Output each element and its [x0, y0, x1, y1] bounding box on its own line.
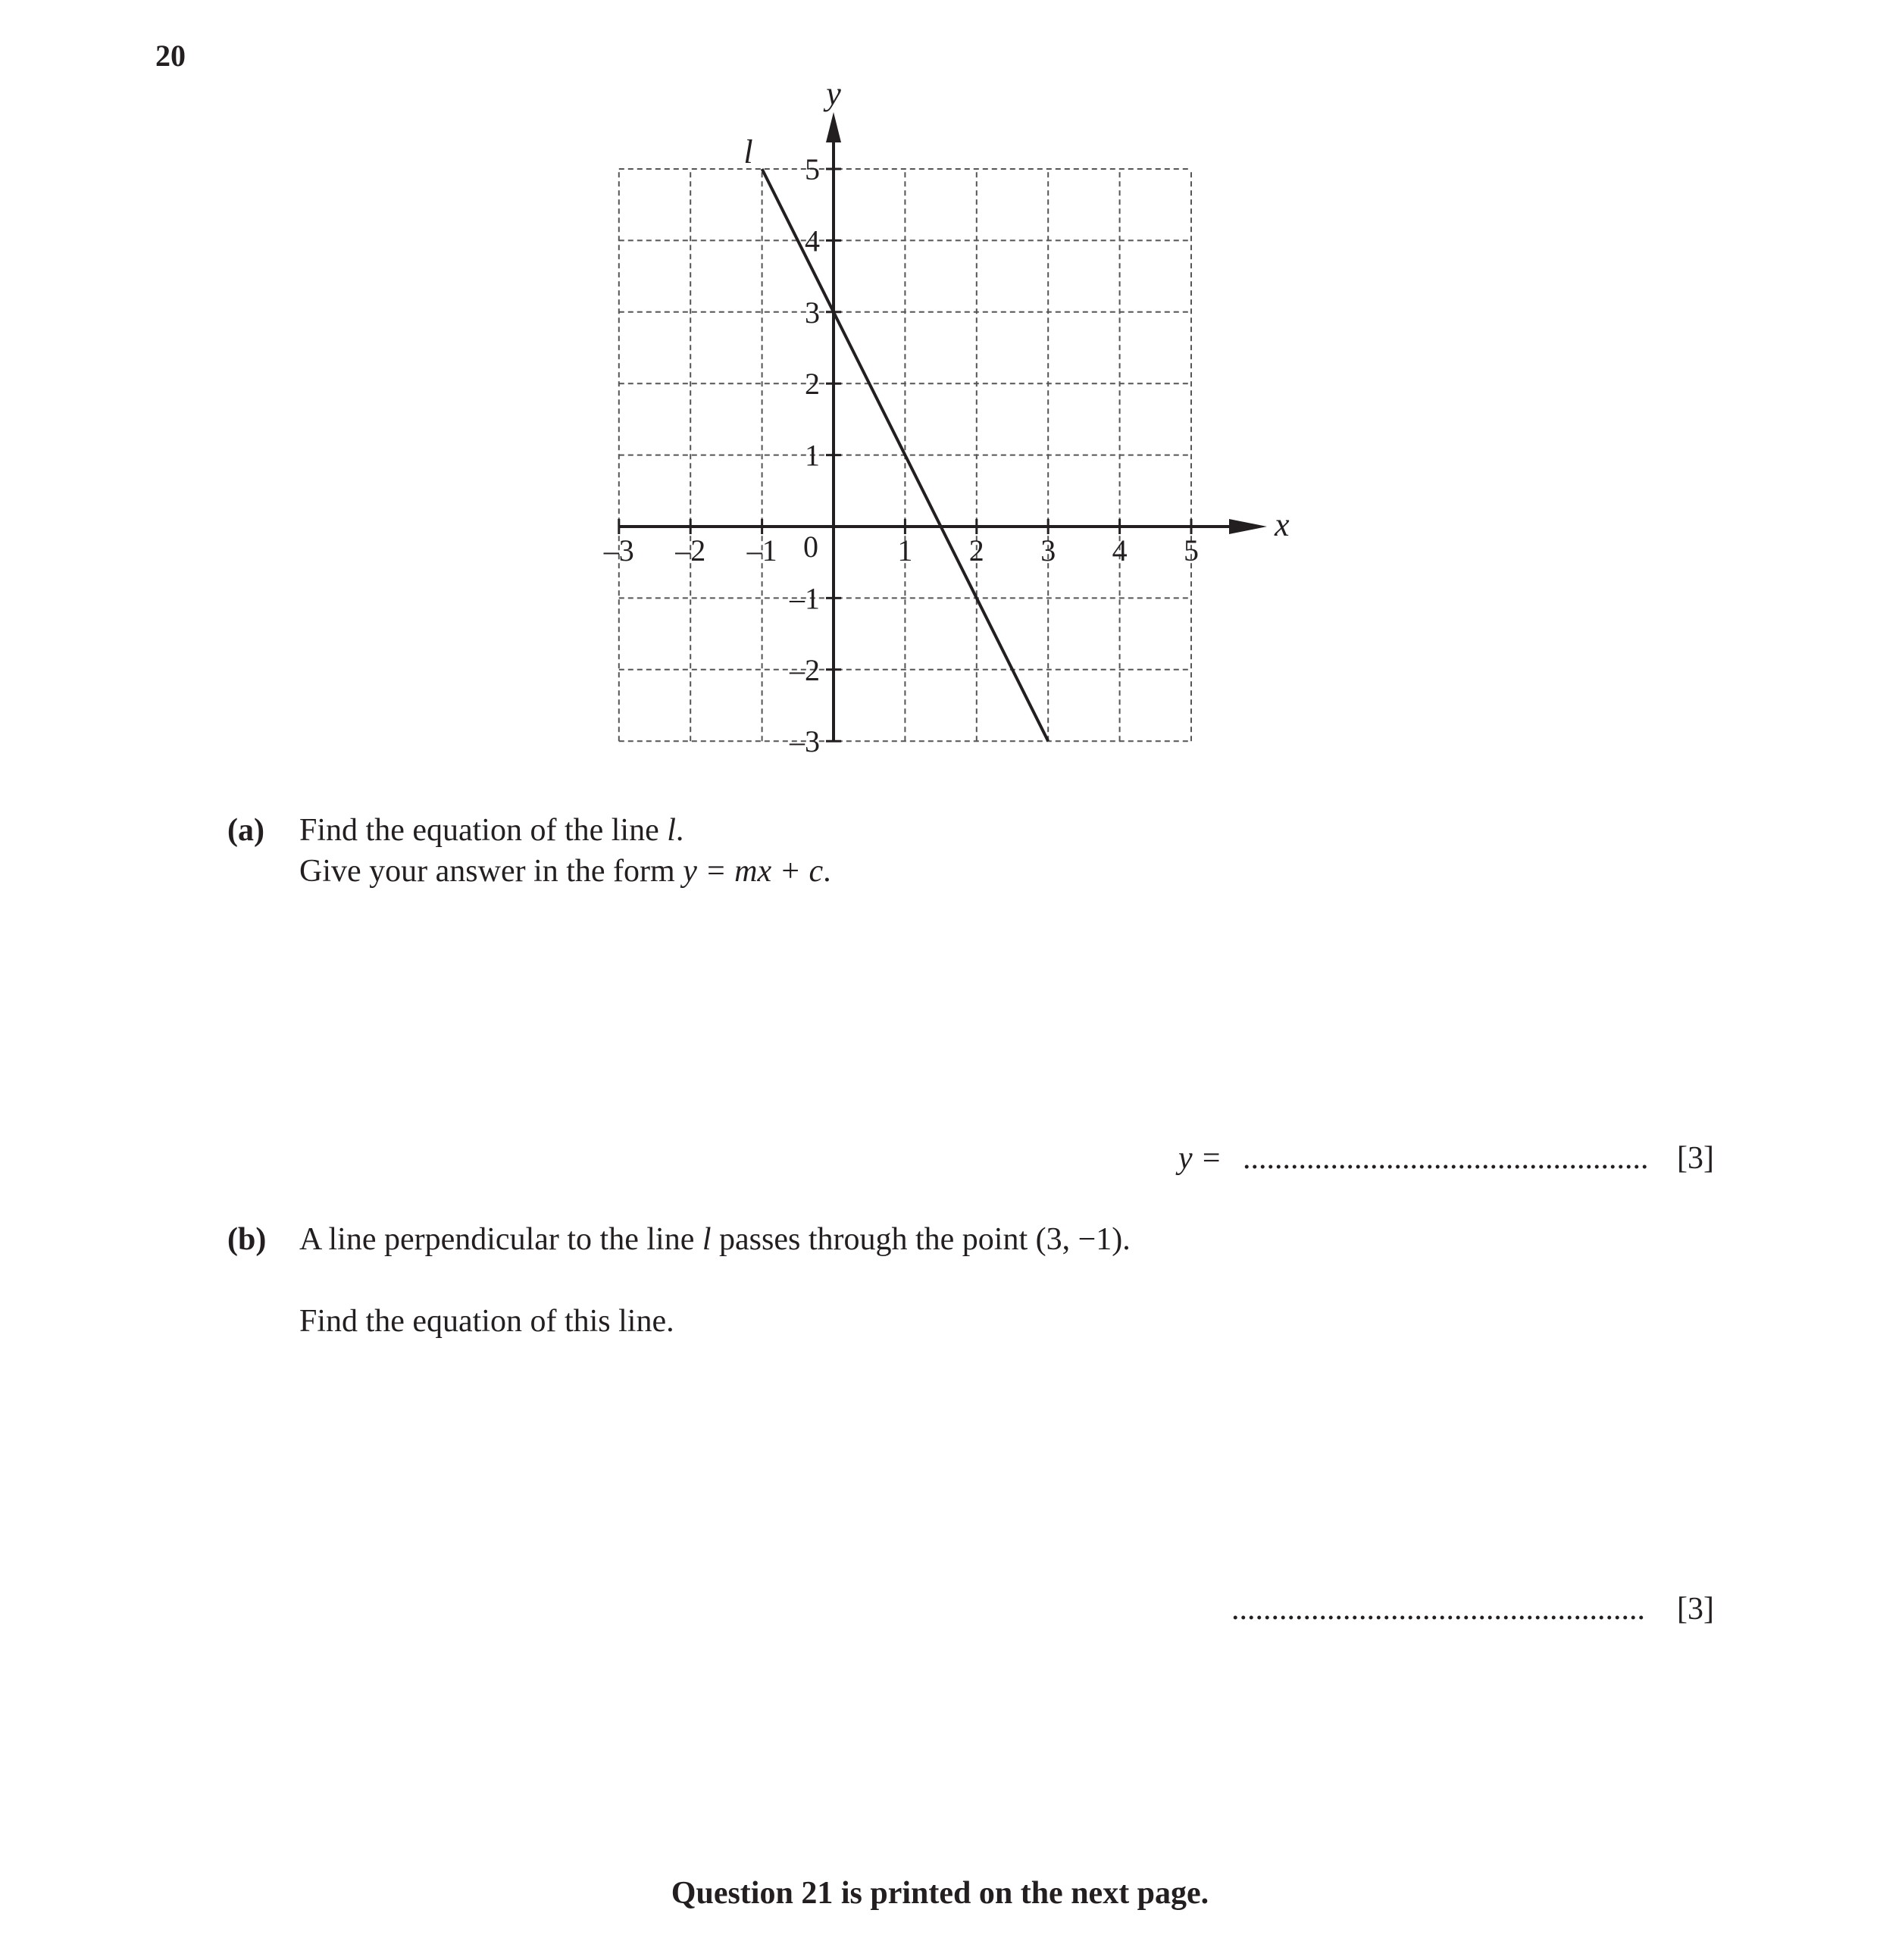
part-a-var-l: l	[667, 813, 676, 848]
x-tick-label: –2	[675, 533, 706, 567]
part-a-formula: y = mx + c	[683, 854, 824, 889]
y-tick-label: –3	[790, 724, 820, 758]
part-b-label: (b)	[227, 1222, 267, 1257]
part-b-var-l: l	[702, 1222, 712, 1257]
line-l-layer	[743, 133, 1048, 741]
x-tick-label: 4	[1112, 533, 1128, 567]
y-axis-label: y	[826, 76, 841, 112]
tick-labels	[603, 76, 1290, 758]
x-tick-label: 5	[1184, 533, 1199, 567]
part-b-instruction-2: Find the equation of this line.	[299, 1304, 674, 1339]
x-axis-arrow	[1229, 519, 1267, 534]
line-l-label: l	[743, 133, 753, 170]
y-tick-label: –1	[790, 581, 820, 616]
x-tick-label: –1	[746, 533, 777, 567]
x-tick-label: 2	[968, 533, 984, 567]
x-tick-label: 1	[897, 533, 913, 567]
part-a-answer-y: y =	[1178, 1141, 1222, 1176]
part-a-text-2: Give your answer in the form	[299, 854, 683, 889]
y-tick-label: 5	[805, 152, 820, 186]
axes	[619, 112, 1267, 741]
part-b-answer-field[interactable]: ....................................................	[1231, 1592, 1645, 1627]
question-number: 20	[155, 39, 186, 73]
origin-label: 0	[803, 530, 818, 564]
part-a-text-1-end: .	[675, 813, 684, 848]
part-b-marks: [3]	[1677, 1592, 1714, 1627]
part-b-instruction-1	[299, 1221, 1131, 1258]
y-tick-label: 2	[805, 367, 820, 402]
y-tick-label: 3	[805, 295, 820, 330]
y-tick-label: –2	[790, 652, 820, 687]
y-tick-label: 1	[805, 438, 820, 473]
part-b-text-1: A line perpendicular to the line	[299, 1222, 702, 1257]
y-tick-label: 4	[805, 224, 820, 258]
y-axis-arrow	[826, 112, 841, 142]
part-a-text-1: Find the equation of the line	[299, 813, 668, 848]
x-tick-label: 3	[1040, 533, 1056, 567]
part-a-text-2-end: .	[823, 854, 831, 889]
x-axis-label: x	[1275, 506, 1290, 543]
part-a-label: (a)	[227, 813, 264, 848]
coordinate-graph	[591, 76, 1303, 758]
part-b-text-1-end: passes through the point (3, −1).	[711, 1222, 1131, 1257]
part-a-answer-field[interactable]: ...................................................	[1243, 1141, 1649, 1176]
footer-note: Question 21 is printed on the next page.	[671, 1876, 1209, 1911]
part-a-answer-prefix	[1178, 1140, 1222, 1177]
x-tick-label: –3	[603, 533, 634, 567]
part-a-marks: [3]	[1677, 1141, 1714, 1176]
part-a-instruction-1	[299, 812, 683, 849]
part-a-instruction-2	[299, 853, 831, 889]
